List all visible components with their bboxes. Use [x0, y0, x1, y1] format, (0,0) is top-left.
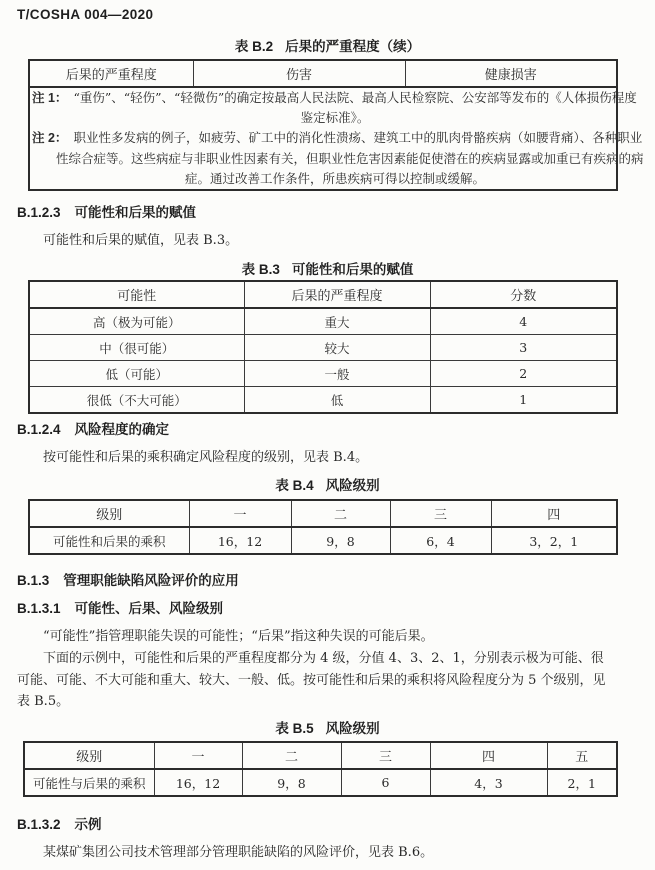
cell: 低（可能） — [29, 361, 244, 387]
table-b3-caption-title: 可能性和后果的赋值 — [291, 262, 414, 277]
heading-b131 — [17, 597, 223, 617]
heading-b131-num: B.1.3.1 — [17, 601, 61, 616]
table-b3 — [28, 280, 618, 414]
cell: 3 — [430, 335, 617, 361]
doc-number: T/COSHA 004—2020 — [17, 7, 154, 22]
note-2-line-2: 性综合症等。这些病症与非职业性因素有关，但职业性危害因素能促使潜在的疾病显露或加重已有疾病的病 — [56, 150, 644, 166]
para-b124: 按可能性和后果的乘积确定风险程度的级别，见表 B.4。 — [43, 450, 369, 465]
table-b5 — [23, 741, 618, 797]
cell: 9，8 — [242, 769, 341, 796]
cell: 较大 — [244, 335, 430, 361]
para-b131-2 — [17, 648, 617, 713]
note-2-text: 职业性多发病的例子，如疲劳、矿工中的消化性溃疡、建筑工中的肌肉骨骼疾病（如腰背痛）、各种职业 — [73, 130, 643, 146]
cell: 2，1 — [547, 769, 617, 796]
para-b131-1: “可能性”指管理职能失误的可能性；“后果”指这种失误的可能后果。 — [43, 629, 434, 644]
cell: 可能性和后果的乘积 — [29, 527, 189, 554]
para-b132: 某煤矿集团公司技术管理部分管理职能缺陷的风险评价，见表 B.6。 — [43, 845, 434, 860]
cell: 很低（不大可能） — [29, 387, 244, 414]
table-b5-caption — [0, 717, 655, 737]
cell: 6，4 — [390, 527, 491, 554]
note-2-line-1 — [32, 128, 643, 148]
table-b3-header-row — [29, 281, 617, 308]
heading-b132-num: B.1.3.2 — [17, 817, 61, 832]
table-b3-col-likelihood: 可能性 — [29, 281, 244, 308]
table-b4-caption — [0, 474, 655, 494]
table-b4-col-1: 一 — [189, 500, 291, 527]
heading-b123 — [17, 201, 196, 221]
table-b4 — [28, 499, 618, 555]
cell: 4，3 — [430, 769, 547, 796]
table-b2 — [28, 59, 644, 191]
table-b2-caption-title: 后果的严重程度（续） — [285, 39, 421, 54]
heading-b124-title: 风险程度的确定 — [74, 422, 170, 437]
note-1-label: 注 1： — [32, 91, 68, 105]
table-row — [24, 769, 617, 796]
table-b4-header-row — [29, 500, 617, 527]
note-2-line-3: 症。通过改善工作条件，所患疾病可得以控制或缓解。 — [184, 170, 485, 186]
table-b5-caption-label: 表 B.5 — [275, 721, 314, 736]
cell: 可能性与后果的乘积 — [24, 769, 154, 796]
note-1-line-2: 鉴定标准》。 — [300, 110, 370, 126]
table-row — [29, 335, 617, 361]
para-b123: 可能性和后果的赋值，见表 B.3。 — [43, 233, 239, 248]
table-b2-header-row — [29, 60, 617, 87]
table-row — [29, 361, 617, 387]
cell: 1 — [430, 387, 617, 414]
cell: 9，8 — [291, 527, 390, 554]
heading-b124 — [17, 418, 169, 438]
heading-b13 — [17, 569, 239, 589]
table-b3-col-severity: 后果的严重程度 — [244, 281, 430, 308]
table-b5-col-4: 四 — [430, 742, 547, 769]
cell: 重大 — [244, 308, 430, 335]
heading-b13-num: B.1.3 — [17, 573, 50, 588]
heading-b132 — [17, 813, 102, 833]
table-b2-caption-label: 表 B.2 — [234, 39, 274, 54]
table-row — [29, 527, 617, 554]
table-row — [29, 387, 617, 414]
table-b5-caption-title: 风险级别 — [325, 721, 380, 736]
cell: 2 — [430, 361, 617, 387]
para-b131-2-line-3: 表 B.5。 — [17, 694, 70, 709]
cell: 16，12 — [189, 527, 291, 554]
heading-b123-title: 可能性和后果的赋值 — [74, 205, 197, 220]
note-2-label: 注 2： — [32, 131, 68, 146]
table-b5-header-row — [24, 742, 617, 769]
heading-b124-num: B.1.2.4 — [17, 422, 61, 437]
para-b131-2-line-2: 可能、可能、不大可能和重大、较大、一般、低。按可能性和后果的乘积将风险程度分为 5 个级别，见 — [17, 672, 606, 688]
table-b2-col-health: 健康损害 — [405, 60, 617, 87]
table-b5-col-3: 三 — [341, 742, 430, 769]
table-b5-col-5: 五 — [547, 742, 617, 769]
table-b2-caption — [0, 35, 655, 55]
table-b4-col-2: 二 — [291, 500, 390, 527]
table-b4-caption-title: 风险级别 — [325, 478, 380, 493]
cell: 一般 — [244, 361, 430, 387]
cell: 6 — [341, 769, 430, 796]
table-b4-caption-label: 表 B.4 — [275, 478, 314, 493]
heading-b131-title: 可能性、后果、风险级别 — [74, 601, 224, 616]
para-b131-2-line-1: 下面的示例中，可能性和后果的严重程度都分为 4 级，分值 4、3、2、1，分别表示极为可能、很 — [43, 651, 604, 666]
table-b2-col-injury: 伤害 — [193, 60, 405, 87]
cell: 3，2，1 — [491, 527, 617, 554]
cell: 4 — [430, 308, 617, 335]
table-b5-col-level: 级别 — [24, 742, 154, 769]
table-b5-col-1: 一 — [154, 742, 242, 769]
table-b3-col-score: 分数 — [430, 281, 617, 308]
table-b3-caption — [0, 258, 655, 278]
table-row — [29, 308, 617, 335]
table-b4-col-level: 级别 — [29, 500, 189, 527]
heading-b13-title: 管理职能缺陷风险评价的应用 — [63, 573, 239, 588]
cell: 高（极为可能） — [29, 308, 244, 335]
table-b3-caption-label: 表 B.3 — [241, 262, 280, 277]
table-b5-col-2: 二 — [242, 742, 341, 769]
table-b2-notes-row — [29, 87, 617, 190]
cell: 中（很可能） — [29, 335, 244, 361]
table-b2-notes-cell — [29, 87, 644, 190]
heading-b132-title: 示例 — [74, 817, 102, 832]
note-1-text: “重伤”、“轻伤”、“轻微伤”的确定按最高人民法院、最高人民检察院、公安部等发布的《人体损伤程度 — [73, 90, 637, 105]
table-b4-col-3: 三 — [390, 500, 491, 527]
heading-b123-num: B.1.2.3 — [17, 205, 61, 220]
note-1-line-1 — [32, 88, 637, 108]
cell: 16，12 — [154, 769, 242, 796]
cell: 低 — [244, 387, 430, 414]
table-b2-col-severity: 后果的严重程度 — [29, 60, 193, 87]
table-b4-col-4: 四 — [491, 500, 617, 527]
